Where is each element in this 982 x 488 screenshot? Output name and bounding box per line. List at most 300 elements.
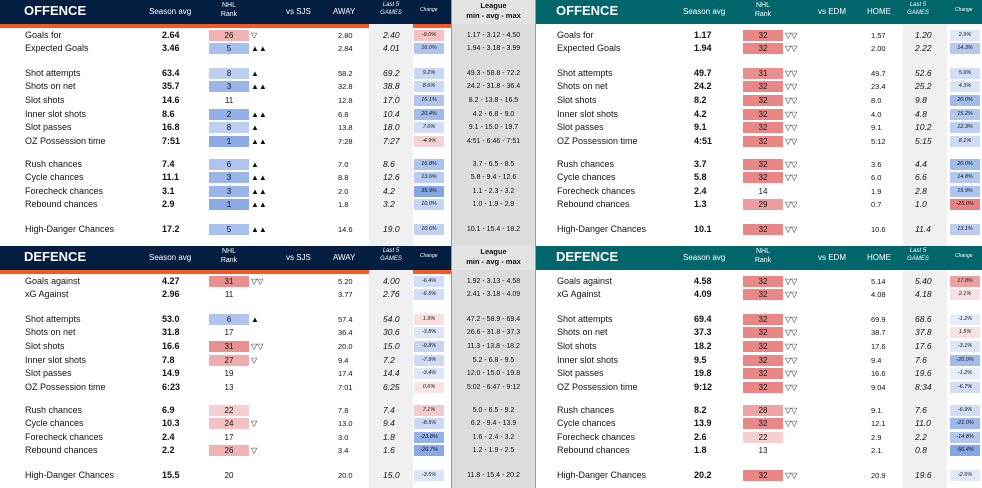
venue-value: 4.08: [871, 290, 886, 299]
metric-label: Goals against: [25, 276, 81, 286]
change-cell: -9.0%: [414, 30, 444, 41]
season-avg-value: 7.8: [162, 355, 175, 365]
venue-value: 17.4: [338, 369, 353, 378]
rank-trend-icon: ▽▽: [251, 342, 264, 351]
season-avg-value: 49.7: [694, 68, 712, 78]
venue-value: 20.9: [871, 471, 886, 480]
venue-value: 16.6: [871, 369, 886, 378]
venue-value: 9.1: [871, 123, 882, 132]
season-avg-value: 3.1: [162, 186, 175, 196]
venue-value: 7:28: [338, 137, 353, 146]
nhl-rank-cell: 32: [743, 224, 783, 235]
table-row: [536, 381, 982, 394]
nhl-rank-cell: 13: [758, 446, 768, 455]
season-avg-value: 8.6: [162, 109, 175, 119]
venue-value: 2.80: [338, 31, 353, 40]
season-avg-value: 9.5: [694, 355, 707, 365]
rank-trend-icon: ▽▽: [785, 110, 798, 119]
change-header: Change: [420, 7, 438, 13]
nhl-rank-cell: 32: [743, 276, 783, 287]
rank-trend-icon: ▲▲: [251, 82, 267, 91]
last5-value: 4.2: [383, 186, 395, 196]
league-range: 2.41 - 3.18 - 4.09: [466, 291, 521, 298]
table-row: [536, 417, 982, 430]
rank-trend-icon: ▽▽: [785, 290, 798, 299]
venue-value: 12.8: [338, 96, 353, 105]
nhl-rank-cell: 31: [209, 341, 249, 352]
metric-label: OZ Possession time: [25, 136, 106, 146]
metric-label: Cycle chances: [557, 418, 616, 428]
last5-value: 0.8: [915, 445, 927, 455]
vs-opponent-header: vs SJS: [286, 253, 311, 262]
league-range: 10.1 - 15.4 - 18.2: [466, 226, 521, 233]
league-range: 5.0 - 6.5 - 9.2: [472, 407, 515, 414]
venue-value: 57.4: [338, 315, 353, 324]
venue-value: 7.0: [338, 160, 349, 169]
nhl-rank-cell: 26: [209, 445, 249, 456]
last5-value: 2.2: [915, 432, 927, 442]
season-avg-value: 2.4: [694, 186, 707, 196]
table-row: [0, 94, 451, 107]
defence-header-right: [536, 246, 982, 270]
rank-trend-icon: ▽: [251, 356, 258, 365]
season-avg-value: 4.58: [694, 276, 712, 286]
rank-trend-icon: ▽▽: [785, 123, 798, 132]
change-cell: 2.1%: [950, 289, 980, 300]
table-row: [0, 185, 451, 198]
last5-value: 7:27: [383, 136, 400, 146]
nhl-rank-cell: 17: [224, 328, 234, 337]
season-avg-value: 16.8: [162, 122, 180, 132]
table-row: [536, 340, 982, 353]
rank-trend-icon: ▽▽: [785, 406, 798, 415]
table-row: [0, 444, 451, 457]
change-cell: 9.2%: [414, 68, 444, 79]
venue-value: 20.0: [338, 471, 353, 480]
table-row: [536, 171, 982, 184]
change-cell: -1.2%: [950, 368, 980, 379]
rank-trend-icon: ▽▽: [785, 160, 798, 169]
venue-value: 1.8: [338, 200, 349, 209]
venue-value: 7.8: [338, 406, 349, 415]
last5-value: 10.4: [383, 109, 400, 119]
table-row: [0, 29, 451, 42]
venue-value: 13.0: [338, 419, 353, 428]
venue-header: AWAY: [333, 7, 356, 16]
venue-value: 2.9: [871, 433, 882, 442]
venue-value: 58.2: [338, 69, 353, 78]
change-cell: 13.1%: [950, 224, 980, 235]
rank-trend-icon: ▽▽: [785, 200, 798, 209]
metric-label: xG Against: [557, 289, 601, 299]
metric-label: Shot attempts: [557, 314, 613, 324]
season-avg-value: 2.2: [162, 445, 175, 455]
metric-label: Forecheck chances: [25, 432, 104, 442]
section-title: DEFENCE: [24, 249, 87, 264]
change-cell: -3.5%: [414, 470, 444, 481]
league-range: 4:51 - 6:46 - 7:51: [466, 138, 521, 145]
change-header: Change: [955, 7, 973, 13]
season-avg-value: 6:23: [162, 382, 181, 392]
venue-header: HOME: [867, 253, 891, 262]
rank-trend-icon: ▽▽: [785, 69, 798, 78]
table-row: [0, 198, 451, 211]
season-avg-value: 2.4: [162, 432, 175, 442]
season-avg-value: 14.6: [162, 95, 180, 105]
nhl-rank-cell: 32: [743, 159, 783, 170]
metric-label: Goals for: [557, 30, 594, 40]
season-avg-value: 24.2: [694, 81, 712, 91]
rank-trend-icon: ▲▲: [251, 200, 267, 209]
last5-value: 52.6: [915, 68, 932, 78]
season-avg-value: 63.4: [162, 68, 180, 78]
table-row: [536, 198, 982, 211]
rank-trend-icon: ▲▲: [251, 110, 267, 119]
nhl-rank-cell: 31: [209, 276, 249, 287]
table-row: [0, 275, 451, 288]
season-avg-value: 8.2: [694, 95, 707, 105]
metric-label: Shots on net: [25, 81, 76, 91]
change-cell: 17.8%: [950, 276, 980, 287]
table-row: [536, 42, 982, 55]
season-avg-value: 4.09: [694, 289, 712, 299]
metric-label: Slot passes: [25, 122, 72, 132]
nhl-rank-cell: 32: [743, 355, 783, 366]
last5-value: 69.2: [383, 68, 400, 78]
nhl-rank-cell: 17: [224, 433, 234, 442]
nhl-rank-cell: 32: [743, 327, 783, 338]
season-avg-header: Season avg: [683, 7, 726, 16]
league-header: League min - avg - max: [451, 246, 536, 270]
league-range: 1.2 - 1.9 - 2.5: [472, 447, 515, 454]
last5-header: Last 5 GAMES: [907, 248, 929, 262]
rank-trend-icon: ▽▽: [785, 82, 798, 91]
metric-label: High-Danger Chances: [557, 224, 647, 234]
rank-trend-icon: ▲▲: [251, 173, 267, 182]
rank-trend-icon: ▽▽: [785, 96, 798, 105]
change-cell: -6.4%: [414, 276, 444, 287]
change-cell: -25.0%: [950, 199, 980, 210]
nhl-rank-cell: 11: [224, 96, 234, 105]
nhl-rank-header: NHL Rank: [754, 2, 772, 18]
season-avg-value: 4:51: [694, 136, 713, 146]
metric-label: Rush chances: [25, 405, 83, 415]
last5-value: 5.40: [915, 276, 932, 286]
metric-label: Forecheck chances: [557, 432, 636, 442]
venue-value: 17.6: [871, 342, 886, 351]
change-header: Change: [420, 253, 438, 259]
nhl-rank-cell: 32: [743, 418, 783, 429]
metric-label: Rebound chances: [25, 199, 98, 209]
change-cell: -9.8%: [414, 341, 444, 352]
venue-value: 3.6: [871, 160, 882, 169]
rank-trend-icon: ▲▲: [251, 225, 267, 234]
table-row: [0, 288, 451, 301]
change-cell: 20.0%: [950, 159, 980, 170]
change-cell: 13.6%: [414, 172, 444, 183]
vs-opponent-header: vs EDM: [818, 253, 846, 262]
season-avg-value: 11.1: [162, 172, 180, 182]
last5-value: 10.2: [915, 122, 932, 132]
venue-value: 10.6: [871, 225, 886, 234]
metric-label: High-Danger Chances: [25, 470, 115, 480]
metric-label: Shot attempts: [25, 314, 81, 324]
table-row: [0, 381, 451, 394]
last5-value: 15.0: [383, 470, 400, 480]
metric-label: Rebound chances: [557, 445, 630, 455]
table-row: [0, 340, 451, 353]
season-avg-header: Season avg: [149, 7, 192, 16]
last5-value: 9.4: [383, 418, 395, 428]
season-avg-value: 2.6: [694, 432, 707, 442]
rank-trend-icon: ▽: [251, 446, 258, 455]
change-cell: -56.4%: [950, 445, 980, 456]
last5-value: 8:34: [915, 382, 932, 392]
change-cell: 10.0%: [414, 199, 444, 210]
nhl-rank-cell: 3: [209, 186, 249, 197]
venue-value: 8.0: [871, 96, 882, 105]
venue-value: 38.7: [871, 328, 886, 337]
table-row: [536, 185, 982, 198]
league-range: 3.7 - 6.5 - 8.5: [472, 161, 515, 168]
venue-value: 4.0: [871, 110, 882, 119]
nhl-rank-cell: 14: [758, 187, 768, 196]
venue-value: 6.8: [338, 110, 349, 119]
venue-header: HOME: [867, 7, 891, 16]
season-avg-value: 7:51: [162, 136, 181, 146]
metric-label: Rush chances: [25, 159, 83, 169]
season-avg-value: 6.9: [162, 405, 175, 415]
nhl-rank-cell: 32: [743, 122, 783, 133]
season-avg-value: 5.8: [694, 172, 707, 182]
metric-label: Goals against: [557, 276, 613, 286]
metric-label: OZ Possession time: [25, 382, 106, 392]
season-avg-value: 18.2: [694, 341, 712, 351]
metric-label: Shot attempts: [557, 68, 613, 78]
season-avg-value: 1.8: [694, 445, 707, 455]
nhl-rank-cell: 6: [209, 159, 249, 170]
rank-trend-icon: ▽: [251, 419, 258, 428]
table-row: [536, 121, 982, 134]
table-row: [536, 29, 982, 42]
metric-label: Slot shots: [25, 341, 65, 351]
metric-label: Cycle chances: [25, 172, 84, 182]
change-cell: -21.0%: [950, 418, 980, 429]
nhl-rank-cell: 32: [743, 341, 783, 352]
change-cell: 0.6%: [414, 382, 444, 393]
change-cell: -6.5%: [414, 289, 444, 300]
rank-trend-icon: ▽▽: [785, 31, 798, 40]
change-cell: 16.0%: [414, 43, 444, 54]
change-cell: -8.5%: [414, 418, 444, 429]
change-cell: 8.1%: [950, 136, 980, 147]
league-range: 49.3 - 58.8 - 72.2: [466, 70, 521, 77]
table-row: [0, 431, 451, 444]
last5-value: 15.0: [383, 341, 400, 351]
metric-label: Slot shots: [25, 95, 65, 105]
rank-trend-icon: ▲▲: [251, 187, 267, 196]
metric-label: Shots on net: [557, 327, 608, 337]
change-cell: 35.9%: [414, 186, 444, 197]
metric-label: Inner slot shots: [25, 109, 87, 119]
table-row: [0, 171, 451, 184]
metric-label: Slot passes: [25, 368, 72, 378]
venue-value: 9:04: [871, 383, 886, 392]
metric-label: High-Danger Chances: [25, 224, 115, 234]
metric-label: Slot shots: [557, 341, 597, 351]
last5-value: 7.6: [915, 405, 927, 415]
change-cell: -2.6%: [950, 470, 980, 481]
offence-header-left: [0, 0, 451, 24]
change-cell: 14.8%: [950, 172, 980, 183]
last5-value: 68.6: [915, 314, 932, 324]
table-row: [0, 108, 451, 121]
league-header: League min - avg - max: [451, 0, 536, 24]
change-cell: -4.9%: [414, 136, 444, 147]
nhl-rank-cell: 20: [224, 471, 234, 480]
nhl-rank-cell: 3: [209, 172, 249, 183]
table-row: [0, 313, 451, 326]
season-avg-value: 1.17: [694, 30, 712, 40]
last5-value: 19.6: [915, 470, 932, 480]
season-avg-value: 4.27: [162, 276, 180, 286]
season-avg-value: 9.1: [694, 122, 707, 132]
rank-trend-icon: ▽▽: [785, 225, 798, 234]
nhl-rank-cell: 2: [209, 109, 249, 120]
section-title: DEFENCE: [556, 249, 619, 264]
change-cell: 8.6%: [414, 81, 444, 92]
table-row: [536, 223, 982, 236]
rank-trend-icon: ▽▽: [785, 44, 798, 53]
change-cell: -14.8%: [950, 432, 980, 443]
venue-value: 5.14: [871, 277, 886, 286]
metric-label: Rush chances: [557, 405, 615, 415]
change-cell: -3.8%: [414, 327, 444, 338]
league-range: 1.17 - 3.12 - 4.50: [466, 32, 521, 39]
metric-label: Cycle chances: [557, 172, 616, 182]
rank-trend-icon: ▽▽: [785, 369, 798, 378]
last5-value: 17.6: [915, 341, 932, 351]
venue-value: 32.8: [338, 82, 353, 91]
venue-value: 12.1: [871, 419, 886, 428]
change-cell: -6.7%: [950, 382, 980, 393]
nhl-rank-cell: 31: [743, 68, 783, 79]
last5-value: 19.0: [383, 224, 400, 234]
nhl-rank-cell: 32: [743, 81, 783, 92]
change-cell: -20.0%: [950, 355, 980, 366]
change-cell: 12.3%: [950, 122, 980, 133]
last5-value: 4.00: [383, 276, 400, 286]
season-avg-value: 3.7: [694, 159, 707, 169]
metric-label: OZ Possession time: [557, 136, 638, 146]
nhl-rank-cell: 32: [743, 136, 783, 147]
vs-opponent-header: vs SJS: [286, 7, 311, 16]
season-avg-value: 4.2: [694, 109, 707, 119]
league-range: 1.0 - 1.9 - 2.9: [472, 201, 515, 208]
venue-value: 0.7: [871, 200, 882, 209]
last5-value: 38.8: [383, 81, 400, 91]
metric-label: Expected Goals: [557, 43, 621, 53]
rank-trend-icon: ▽▽: [785, 356, 798, 365]
table-row: [536, 288, 982, 301]
rank-trend-icon: ▽▽: [251, 277, 264, 286]
last5-header: Last 5 GAMES: [380, 2, 402, 16]
league-range: 11.8 - 15.4 - 20.2: [467, 472, 520, 479]
season-avg-value: 8.2: [694, 405, 707, 415]
nhl-rank-cell: 22: [743, 432, 783, 443]
nhl-rank-cell: 24: [209, 418, 249, 429]
season-avg-value: 15.5: [162, 470, 180, 480]
metric-label: Shots on net: [25, 327, 76, 337]
metric-label: Shots on net: [557, 81, 608, 91]
nhl-rank-cell: 6: [209, 314, 249, 325]
last5-value: 7.2: [383, 355, 395, 365]
rank-trend-icon: ▽▽: [785, 277, 798, 286]
table-row: [0, 404, 451, 417]
season-avg-value: 35.7: [162, 81, 180, 91]
season-avg-header: Season avg: [149, 253, 192, 262]
rank-trend-icon: ▲: [251, 123, 259, 132]
metric-label: Inner slot shots: [557, 355, 619, 365]
nhl-rank-cell: 32: [743, 95, 783, 106]
season-avg-value: 53.0: [162, 314, 180, 324]
nhl-rank-cell: 32: [743, 172, 783, 183]
last5-value: 2.8: [915, 186, 927, 196]
metric-label: Forecheck chances: [557, 186, 636, 196]
metric-label: Slot passes: [557, 122, 604, 132]
metric-label: Inner slot shots: [25, 355, 87, 365]
change-cell: 16.8%: [414, 159, 444, 170]
table-row: [536, 275, 982, 288]
venue-header: AWAY: [333, 253, 356, 262]
nhl-rank-header: NHL Rank: [220, 2, 238, 18]
nhl-rank-cell: 1: [209, 199, 249, 210]
venue-value: 13.8: [338, 123, 353, 132]
nhl-rank-cell: 32: [743, 289, 783, 300]
league-range: 12.0 - 15.0 - 19.8: [466, 370, 521, 377]
league-range: 6.2 - 9.4 - 13.9: [470, 420, 517, 427]
venue-value: 3.4: [338, 446, 349, 455]
venue-value: 7:01: [338, 383, 353, 392]
nhl-rank-cell: 32: [743, 314, 783, 325]
table-row: [536, 135, 982, 148]
venue-value: 20.0: [338, 342, 353, 351]
nhl-rank-cell: 32: [743, 368, 783, 379]
table-row: [0, 42, 451, 55]
nhl-rank-cell: 11: [224, 290, 234, 299]
section-title: OFFENCE: [556, 3, 619, 18]
nhl-rank-cell: 27: [209, 355, 249, 366]
venue-value: 9.1: [871, 406, 882, 415]
season-avg-value: 31.8: [162, 327, 180, 337]
league-range: 5.8 - 9.4 - 12.6: [470, 174, 517, 181]
season-avg-value: 1.3: [694, 199, 707, 209]
nhl-rank-cell: 19: [224, 369, 234, 378]
venue-value: 3.77: [338, 290, 353, 299]
metric-label: xG Against: [25, 289, 69, 299]
venue-value: 1.57: [871, 31, 886, 40]
table-row: [0, 158, 451, 171]
venue-value: 2.1: [871, 446, 882, 455]
metric-label: Forecheck chances: [25, 186, 104, 196]
metric-label: Slot passes: [557, 368, 604, 378]
nhl-rank-header: NHL Rank: [220, 248, 238, 264]
venue-value: 14.6: [338, 225, 353, 234]
nhl-rank-cell: 32: [743, 109, 783, 120]
offence-header-right: [536, 0, 982, 24]
table-row: [536, 431, 982, 444]
metric-label: Rush chances: [557, 159, 615, 169]
